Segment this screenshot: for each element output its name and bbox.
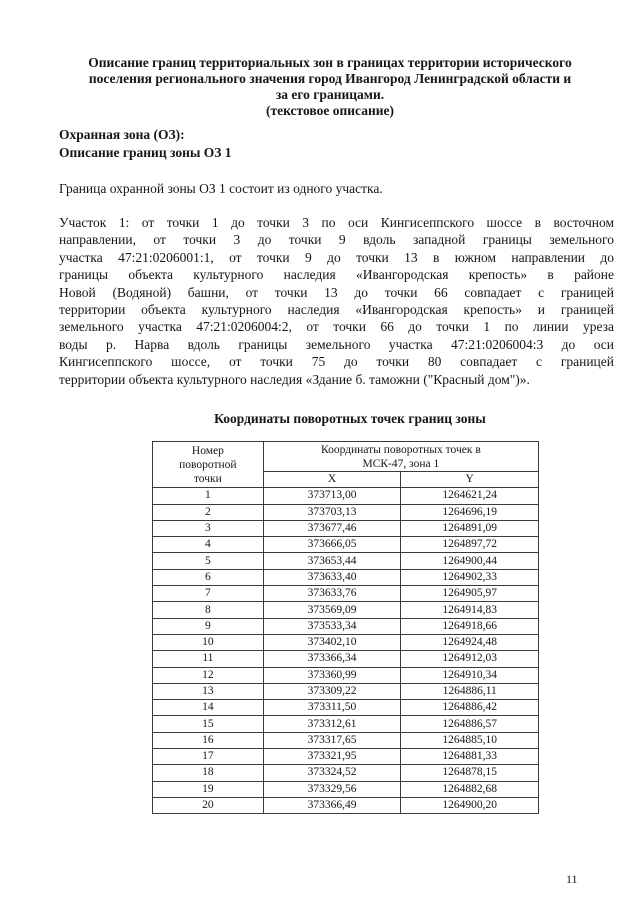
title-line-4: (текстовое описание) <box>266 103 394 118</box>
point-number-cell: 17 <box>153 749 264 765</box>
y-coordinate-cell: 1264918,66 <box>401 618 539 634</box>
point-number-cell: 8 <box>153 602 264 618</box>
table-row <box>153 765 539 781</box>
y-coordinate-cell: 1264696,19 <box>401 504 539 520</box>
zone-heading: Охранная зона (ОЗ): <box>59 127 185 142</box>
point-number-cell: 7 <box>153 586 264 602</box>
header-y: Y <box>401 472 539 488</box>
x-coordinate-cell: 373713,00 <box>263 488 401 504</box>
header-point-number <box>153 442 264 488</box>
table-row <box>153 488 539 504</box>
point-number-cell: 1 <box>153 488 264 504</box>
y-coordinate-cell: 1264924,48 <box>401 634 539 650</box>
y-coordinate-cell: 1264885,10 <box>401 732 539 748</box>
table-header-row <box>153 442 539 472</box>
table-row <box>153 797 539 813</box>
header-point-line-1: Номер <box>191 444 224 457</box>
point-number-cell: 6 <box>153 569 264 585</box>
x-coordinate-cell: 373633,40 <box>263 569 401 585</box>
y-coordinate-cell: 1264891,09 <box>401 520 539 536</box>
point-number-cell: 13 <box>153 683 264 699</box>
table-row <box>153 749 539 765</box>
x-coordinate-cell: 373402,10 <box>263 634 401 650</box>
y-coordinate-cell: 1264905,97 <box>401 586 539 602</box>
paragraph-line-8: воды р. Нарва вдоль границы земельного участка 47:21:0206004:3 до оси <box>59 336 614 352</box>
table-title: Координаты поворотных точек границ зоны <box>214 411 486 426</box>
title-line-1: Описание границ территориальных зон в границах территории исторического <box>88 55 572 70</box>
y-coordinate-cell: 1264914,83 <box>401 602 539 618</box>
point-number-cell: 20 <box>153 797 264 813</box>
point-number-cell: 4 <box>153 537 264 553</box>
y-coordinate-cell: 1264886,11 <box>401 683 539 699</box>
point-number-cell: 16 <box>153 732 264 748</box>
y-coordinate-cell: 1264897,72 <box>401 537 539 553</box>
x-coordinate-cell: 373321,95 <box>263 749 401 765</box>
y-coordinate-cell: 1264886,57 <box>401 716 539 732</box>
x-coordinate-cell: 373633,76 <box>263 586 401 602</box>
x-coordinate-cell: 373703,13 <box>263 504 401 520</box>
paragraph-line-3: участка 47:21:0206001:1, от точки 9 до точки 13 в южном направлении до <box>59 249 614 265</box>
x-coordinate-cell: 373317,65 <box>263 732 401 748</box>
table-row <box>153 504 539 520</box>
point-number-cell: 19 <box>153 781 264 797</box>
table-row <box>153 602 539 618</box>
x-coordinate-cell: 373309,22 <box>263 683 401 699</box>
y-coordinate-cell: 1264881,33 <box>401 749 539 765</box>
x-coordinate-cell: 373312,61 <box>263 716 401 732</box>
header-coords-line-1: Координаты поворотных точек в <box>320 443 481 456</box>
header-coords-line-2: МСК-47, зона 1 <box>362 457 440 470</box>
paragraph-line-6: территории объекта культурного наследия «Ивангородская крепость» и границей <box>59 302 614 318</box>
point-number-cell: 3 <box>153 520 264 536</box>
table-row <box>153 618 539 634</box>
point-number-cell: 18 <box>153 765 264 781</box>
header-point-line-2: поворотной <box>179 458 237 471</box>
x-coordinate-cell: 373360,99 <box>263 667 401 683</box>
table-row <box>153 569 539 585</box>
paragraph-line-10: территории объекта культурного наследия «Здание б. таможни ("Красный дом")». <box>59 371 530 387</box>
table-row <box>153 700 539 716</box>
y-coordinate-cell: 1264910,34 <box>401 667 539 683</box>
y-coordinate-cell: 1264900,44 <box>401 553 539 569</box>
y-coordinate-cell: 1264886,42 <box>401 700 539 716</box>
boundary-description <box>59 214 614 388</box>
table-row <box>153 520 539 536</box>
coordinates-table <box>152 441 539 814</box>
title-line-2: поселения регионального значения город Ивангород Ленинградской области и <box>88 71 572 86</box>
point-number-cell: 5 <box>153 553 264 569</box>
x-coordinate-cell: 373329,56 <box>263 781 401 797</box>
paragraph-line-2: направлении, от точки 3 до точки 9 вдоль западной границы земельного <box>59 232 614 248</box>
x-coordinate-cell: 373324,52 <box>263 765 401 781</box>
table-row <box>153 651 539 667</box>
table-row <box>153 732 539 748</box>
point-number-cell: 12 <box>153 667 264 683</box>
point-number-cell: 2 <box>153 504 264 520</box>
point-number-cell: 11 <box>153 651 264 667</box>
table-row <box>153 683 539 699</box>
intro-sentence: Граница охранной зоны ОЗ 1 состоит из одного участка. <box>59 181 383 196</box>
header-x: X <box>263 472 401 488</box>
y-coordinate-cell: 1264882,68 <box>401 781 539 797</box>
y-coordinate-cell: 1264621,24 <box>401 488 539 504</box>
paragraph-line-9: Кингисеппского шоссе, от точки 75 до точки 80 совпадает с границей <box>59 354 614 370</box>
x-coordinate-cell: 373366,34 <box>263 651 401 667</box>
x-coordinate-cell: 373533,34 <box>263 618 401 634</box>
y-coordinate-cell: 1264900,20 <box>401 797 539 813</box>
x-coordinate-cell: 373569,09 <box>263 602 401 618</box>
x-coordinate-cell: 373311,50 <box>263 700 401 716</box>
table-row <box>153 586 539 602</box>
x-coordinate-cell: 373677,46 <box>263 520 401 536</box>
point-number-cell: 14 <box>153 700 264 716</box>
title-line-3: за его границами. <box>275 87 385 102</box>
header-point-line-3: точки <box>193 472 222 485</box>
table-row <box>153 537 539 553</box>
paragraph-line-7: земельного участка 47:21:0206004:2, от точки 66 до точки 1 по линии уреза <box>59 319 614 335</box>
paragraph-line-4: границы объекта культурного наследия «Ивангородская крепость» в районе <box>59 267 614 283</box>
table-row <box>153 781 539 797</box>
y-coordinate-cell: 1264902,33 <box>401 569 539 585</box>
table-row <box>153 667 539 683</box>
point-number-cell: 9 <box>153 618 264 634</box>
point-number-cell: 10 <box>153 634 264 650</box>
y-coordinate-cell: 1264912,03 <box>401 651 539 667</box>
paragraph-line-5: Новой (Водяной) башни, от точки 13 до точки 66 совпадает с границей <box>59 284 614 300</box>
point-number-cell: 15 <box>153 716 264 732</box>
y-coordinate-cell: 1264878,15 <box>401 765 539 781</box>
page-number: 11 <box>566 872 578 886</box>
header-coordinates <box>263 442 538 472</box>
x-coordinate-cell: 373366,49 <box>263 797 401 813</box>
table-row <box>153 634 539 650</box>
zone-subheading: Описание границ зоны ОЗ 1 <box>59 145 232 160</box>
x-coordinate-cell: 373653,44 <box>263 553 401 569</box>
table-row <box>153 716 539 732</box>
paragraph-line-1: Участок 1: от точки 1 до точки 3 по оси Кингисеппского шоссе в восточном <box>59 215 614 230</box>
table-row <box>153 553 539 569</box>
x-coordinate-cell: 373666,05 <box>263 537 401 553</box>
document-title <box>40 55 620 119</box>
